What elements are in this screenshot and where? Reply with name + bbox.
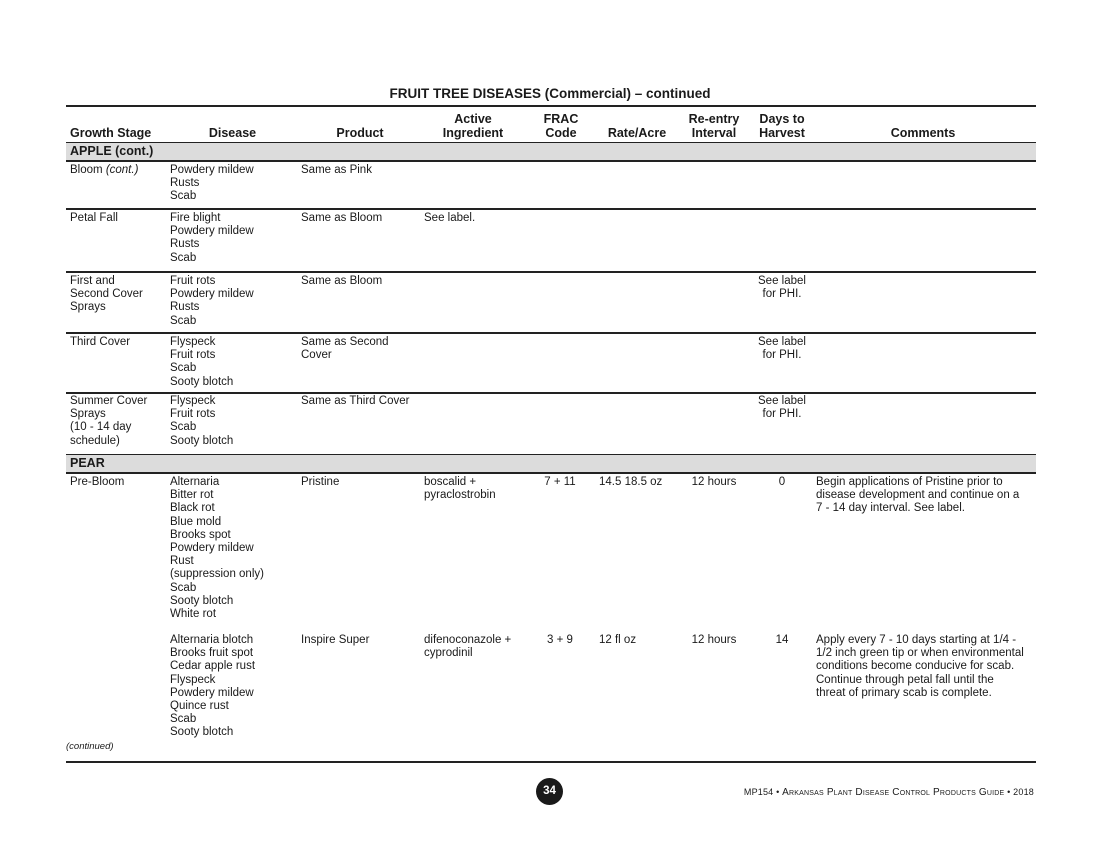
table-row-product: Same as Third Cover — [301, 395, 410, 407]
table-row-disease: Fruit rots Powdery mildew Rusts Scab — [170, 275, 254, 327]
footer-suffix: • 2018 — [1004, 787, 1034, 797]
row-rule — [66, 392, 1036, 394]
section-title-apple: APPLE (cont.) — [70, 144, 154, 158]
table-row-ingredient: See label. — [424, 212, 476, 224]
table-row-stage — [70, 164, 138, 177]
table-row-harvest: See label for PHI. — [758, 336, 806, 362]
row-rule — [66, 472, 1036, 474]
page-number-badge: 34 — [536, 778, 563, 805]
table-row-product: Same as Pink — [301, 164, 372, 176]
table-row-disease: Alternaria blotch Brooks fruit spot Cedar apple rust Flyspeck Powdery mildew Quince rust Scab Sooty blotch — [170, 634, 256, 739]
table-row-product: Same as Bloom — [301, 212, 383, 224]
continued-note: (continued) — [66, 741, 114, 752]
table-row-product: Pristine — [301, 476, 340, 488]
table-row-harvest: 0 — [778, 476, 786, 488]
header-active-ingredient: Active Ingredient — [442, 112, 504, 140]
table-row-harvest: See label for PHI. — [758, 395, 806, 421]
table-bottom-rule — [66, 761, 1036, 763]
row-rule — [66, 332, 1036, 334]
row-rule — [66, 208, 1036, 210]
section-title-pear: PEAR — [70, 456, 105, 470]
header-frac-code: FRAC Code — [543, 112, 579, 140]
table-row-disease: Powdery mildew Rusts Scab — [170, 164, 254, 203]
footer-prefix: MP154 • — [743, 787, 783, 797]
table-row-disease: Fire blight Powdery mildew Rusts Scab — [170, 212, 254, 264]
section-band-apple — [66, 143, 1036, 160]
section-band-pear — [66, 455, 1036, 472]
table-row-rate: 14.5 18.5 oz — [599, 476, 663, 488]
header-disease: Disease — [208, 126, 257, 140]
header-rate-acre: Rate/Acre — [607, 126, 667, 140]
table-row-rate: 12 fl oz — [599, 634, 637, 646]
row-rule — [66, 271, 1036, 273]
table-row-comments: Apply every 7 - 10 days starting at 1/4 - 1/2 inch green tip or when environmental conditions become conducive for scab. Continue through petal fall until the threat of primary scab is complete. — [816, 634, 1024, 699]
header-days-to-harvest: Days to Harvest — [759, 112, 805, 140]
header-growth-stage: Growth Stage — [70, 126, 152, 140]
table-row-reentry: 12 hours — [691, 634, 737, 646]
table-row-disease: Flyspeck Fruit rots Scab Sooty blotch — [170, 395, 234, 447]
table-row-stage: Summer Cover Sprays (10 - 14 day schedule) — [70, 395, 148, 447]
table-row-ingredient: boscalid + pyraclostrobin — [424, 476, 496, 502]
table-row-stage: Third Cover — [70, 336, 131, 348]
table-row-product: Same as Bloom — [301, 275, 383, 287]
header-comments: Comments — [890, 126, 956, 140]
table-row-harvest: 14 — [775, 634, 789, 646]
footer-guide-name: Arkansas Plant Disease Control Products Guide — [782, 787, 1005, 798]
row-rule — [66, 160, 1036, 162]
header-product: Product — [336, 126, 384, 140]
table-row-frac: 7 + 11 — [544, 476, 576, 488]
stage-italic-note: (cont.) — [105, 164, 139, 176]
header-reentry-interval: Re-entry Interval — [688, 112, 740, 140]
page-title: FRUIT TREE DISEASES (Commercial) – continued — [389, 86, 711, 101]
table-row-product: Same as Second Cover — [301, 336, 389, 362]
table-row-reentry: 12 hours — [691, 476, 737, 488]
footer-credit — [744, 787, 1034, 798]
table-row-product: Inspire Super — [301, 634, 370, 646]
stage-text: Bloom — [70, 164, 103, 176]
table-row-disease: Flyspeck Fruit rots Scab Sooty blotch — [170, 336, 234, 388]
table-row-harvest: See label for PHI. — [758, 275, 806, 301]
table-row-stage: First and Second Cover Sprays — [70, 275, 143, 314]
table-row-frac: 3 + 9 — [547, 634, 573, 646]
table-row-disease: Alternaria Bitter rot Black rot Blue mold Brooks spot Powdery mildew Rust (suppression only) Scab Sooty blotch White rot — [170, 476, 264, 621]
table-row-stage: Petal Fall — [70, 212, 118, 224]
table-row-comments: Begin applications of Pristine prior to disease development and continue on a 7 - 14 day interval. See label. — [816, 476, 1020, 515]
header-top-rule — [66, 105, 1036, 107]
table-row-ingredient: difenoconazole + cyprodinil — [424, 634, 512, 660]
table-row-stage: Pre-Bloom — [70, 476, 125, 488]
